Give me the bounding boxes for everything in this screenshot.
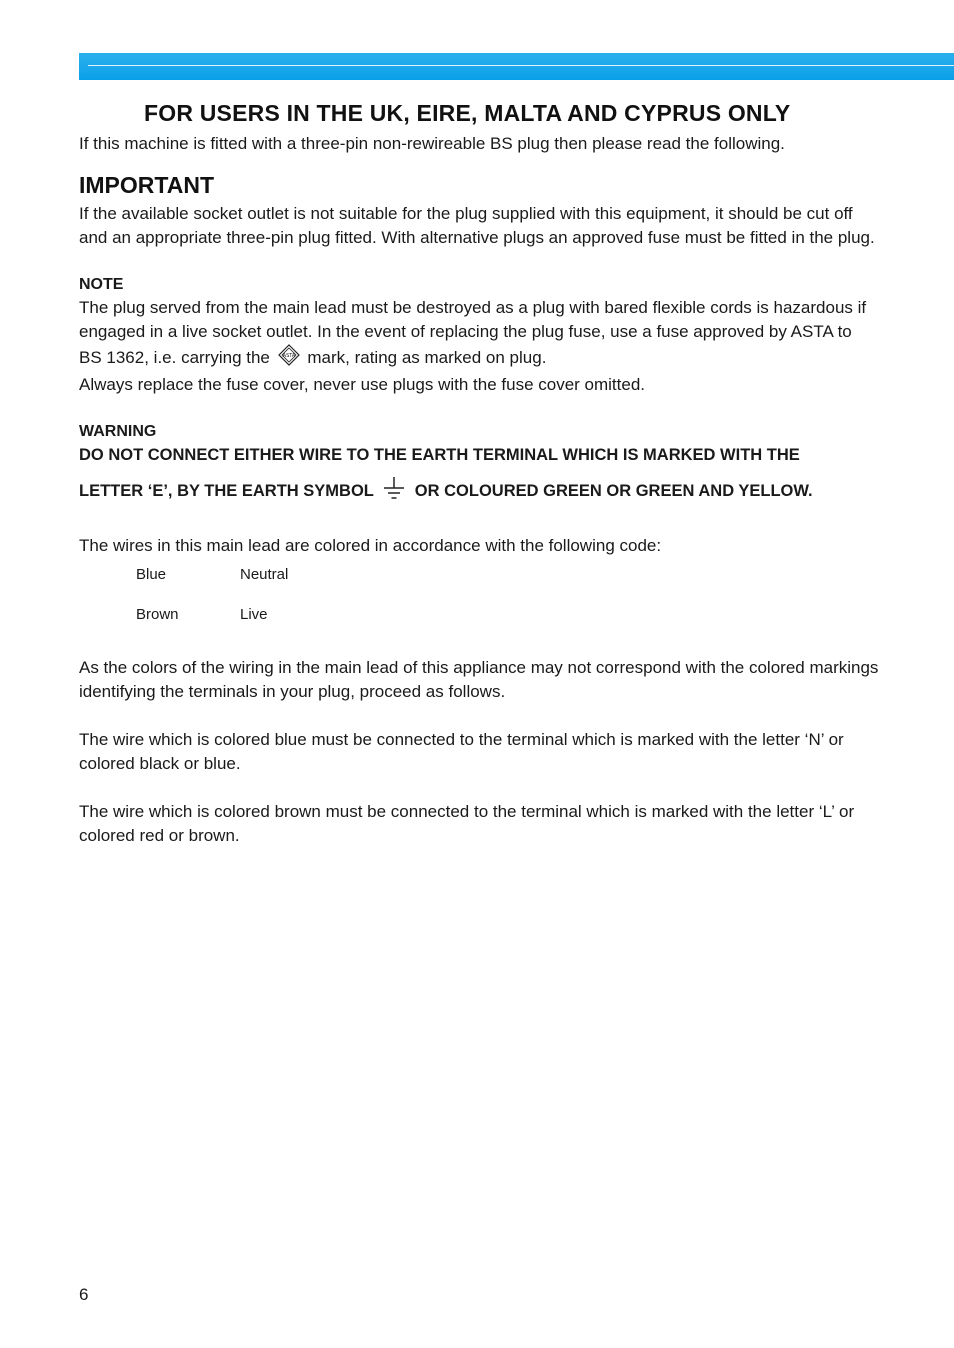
important-text: If the available socket outlet is not suitable for the plug supplied with this equipment, it should be cut off and an appropriate three-pin plug fitted. With alternative plugs an approved fuse must be fitted in the plug. bbox=[79, 204, 875, 247]
page-number: 6 bbox=[79, 1285, 89, 1304]
warning-line2-after: OR COLOURED GREEN OR GREEN AND YELLOW. bbox=[414, 481, 813, 500]
note-heading: NOTE bbox=[79, 276, 124, 293]
blue-wire-paragraph: The wire which is colored blue must be connected to the terminal which is marked with the letter ‘N’ or colored black or blue. bbox=[79, 730, 844, 773]
wire-color: Brown bbox=[136, 606, 179, 623]
note-text bbox=[79, 296, 879, 373]
brown-wire-paragraph: The wire which is colored brown must be connected to the terminal which is marked with the letter ‘L’ or colored red or brown. bbox=[79, 802, 855, 845]
page-content bbox=[79, 96, 879, 848]
note-text-after: mark, rating as marked on plug. bbox=[307, 347, 547, 367]
note-text-before: The plug served from the main lead must be destroyed as a plug with bared flexible cords is hazardous if engaged in a live socket outlet. In the event of replacing the plug fuse, use a fuse approved by ASTA to BS 1362, i.e. carrying the bbox=[79, 298, 867, 367]
wire-meaning: Live bbox=[240, 606, 268, 623]
header-bar bbox=[79, 53, 954, 80]
wire-code-row bbox=[136, 604, 879, 644]
intro-text: If this machine is fitted with a three-pin non-rewireable BS plug then please read the following. bbox=[79, 134, 785, 153]
wiring-instructions-paragraph: As the colors of the wiring in the main lead of this appliance may not correspond with the colored markings identifying the terminals in your plug, proceed as follows. bbox=[79, 658, 879, 701]
wire-code-table bbox=[136, 564, 879, 644]
asta-mark-icon bbox=[278, 344, 300, 373]
warning-line2-before: LETTER ‘E’, BY THE EARTH SYMBOL bbox=[79, 481, 374, 500]
important-heading: IMPORTANT bbox=[79, 172, 215, 198]
earth-symbol-icon bbox=[381, 475, 407, 508]
asta-mark-label: ASTA bbox=[282, 353, 295, 360]
warning-heading: WARNING bbox=[79, 423, 157, 440]
warning-line1: DO NOT CONNECT EITHER WIRE TO THE EARTH TERMINAL WHICH IS MARKED WITH THE bbox=[79, 446, 800, 464]
wire-code-row bbox=[136, 564, 879, 604]
warning-line2 bbox=[79, 475, 879, 508]
wire-color: Blue bbox=[136, 566, 167, 583]
header-bar-rule bbox=[88, 65, 954, 66]
note-text-line2: Always replace the fuse cover, never use plugs with the fuse cover omitted. bbox=[79, 375, 646, 394]
wire-meaning: Neutral bbox=[240, 566, 289, 583]
wire-code-intro: The wires in this main lead are colored in accordance with the following code: bbox=[79, 536, 662, 555]
page-title: FOR USERS IN THE UK, EIRE, MALTA AND CYPRUS ONLY bbox=[144, 100, 791, 126]
